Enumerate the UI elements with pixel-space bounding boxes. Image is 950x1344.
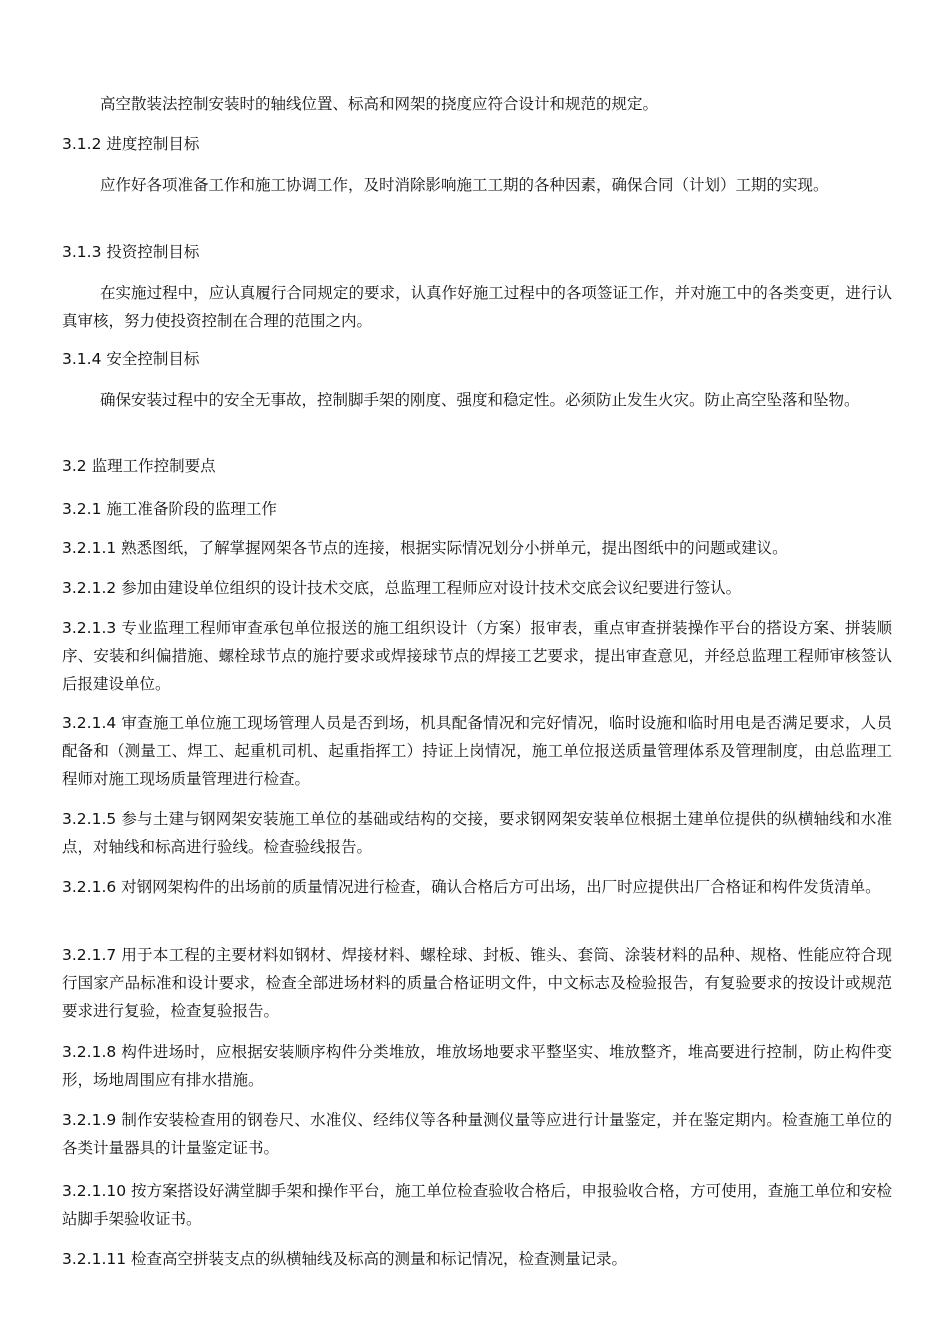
item-3-2-1-11: 3.2.1.11 检查高空拼装支点的纵横轴线及标高的测量和标记情况，检查测量记录。 bbox=[62, 1250, 628, 1268]
item-3-2-1-7: 3.2.1.7 用于本工程的主要材料如钢材、焊接材料、螺栓球、封板、锥头、套筒、涂装材料的品种、规格、性能应符合现行国家产品标准和设计要求，检查全部进场材料的质量合格证明文件，中文标志及检验报告，有复验要求的按设计或规范要求进行复验，检查复验报告。 bbox=[62, 946, 892, 1020]
item-3-2-1-1: 3.2.1.1 熟悉图纸，了解掌握网架各节点的连接，根据实际情况划分小拼单元，提出图纸中的问题或建议。 bbox=[62, 539, 788, 557]
heading-3-2-1: 3.2.1 施工准备阶段的监理工作 bbox=[62, 500, 277, 518]
item-3-2-1-4: 3.2.1.4 审查施工单位施工现场管理人员是否到场，机具配备情况和完好情况，临时设施和临时用电是否满足要求，人员配备和（测量工、焊工、起重机司机、起重指挥工）持证上岗情况，施工单位报送质量管理体系及管理制度，由总监理工程师对施工现场质量管理进行检查。 bbox=[62, 714, 892, 788]
item-3-2-1-2: 3.2.1.2 参加由建设单位组织的设计技术交底，总监理工程师应对设计技术交底会议纪要进行签认。 bbox=[62, 579, 742, 597]
item-3-2-1-10: 3.2.1.10 按方案搭设好满堂脚手架和操作平台，施工单位检查验收合格后，申报验收合格，方可使用，查施工单位和安检站脚手架验收证书。 bbox=[62, 1182, 892, 1228]
item-3-2-1-9: 3.2.1.9 制作安装检查用的钢卷尺、水准仪、经纬仪等各种量测仪量等应进行计量鉴定，并在鉴定期内。检查施工单位的各类计量器具的计量鉴定证书。 bbox=[62, 1111, 892, 1157]
item-3-2-1-8: 3.2.1.8 构件进场时，应根据安装顺序构件分类堆放，堆放场地要求平整坚实、堆放整齐，堆高要进行控制，防止构件变形，场地周围应有排水措施。 bbox=[62, 1043, 892, 1089]
paragraph-3-1-2: 应作好各项准备工作和施工协调工作，及时消除影响施工工期的各种因素，确保合同（计划）工期的实现。 bbox=[100, 176, 829, 194]
paragraph-3-1-4: 确保安装过程中的安全无事故，控制脚手架的刚度、强度和稳定性。必须防止发生火灾。防止高空坠落和坠物。 bbox=[100, 391, 860, 409]
heading-3-1-3: 3.1.3 投资控制目标 bbox=[62, 243, 200, 261]
heading-3-1-2: 3.1.2 进度控制目标 bbox=[62, 135, 200, 153]
paragraph-3-1-3: 在实施过程中，应认真履行合同规定的要求，认真作好施工过程中的各项签证工作，并对施工中的各类变更，进行认真审核，努力使投资控制在合理的范围之内。 bbox=[62, 284, 892, 330]
heading-3-2: 3.2 监理工作控制要点 bbox=[62, 457, 216, 475]
heading-3-1-4: 3.1.4 安全控制目标 bbox=[62, 350, 200, 368]
intro-paragraph: 高空散装法控制安装时的轴线位置、标高和网架的挠度应符合设计和规范的规定。 bbox=[100, 95, 659, 113]
item-3-2-1-6: 3.2.1.6 对钢网架构件的出场前的质量情况进行检查，确认合格后方可出场，出厂时应提供出厂合格证和构件发货清单。 bbox=[62, 878, 881, 896]
item-3-2-1-5: 3.2.1.5 参与土建与钢网架安装施工单位的基础或结构的交接，要求钢网架安装单位根据土建单位提供的纵横轴线和水准点，对轴线和标高进行验线。检查验线报告。 bbox=[62, 810, 892, 856]
item-3-2-1-3: 3.2.1.3 专业监理工程师审查承包单位报送的施工组织设计（方案）报审表，重点审查拼装操作平台的搭设方案、拼装顺序、安装和纠偏措施、螺栓球节点的施拧要求或焊接球节点的焊接工艺要求，提出审查意见，并经总监理工程师审核签认后报建设单位。 bbox=[62, 619, 892, 693]
